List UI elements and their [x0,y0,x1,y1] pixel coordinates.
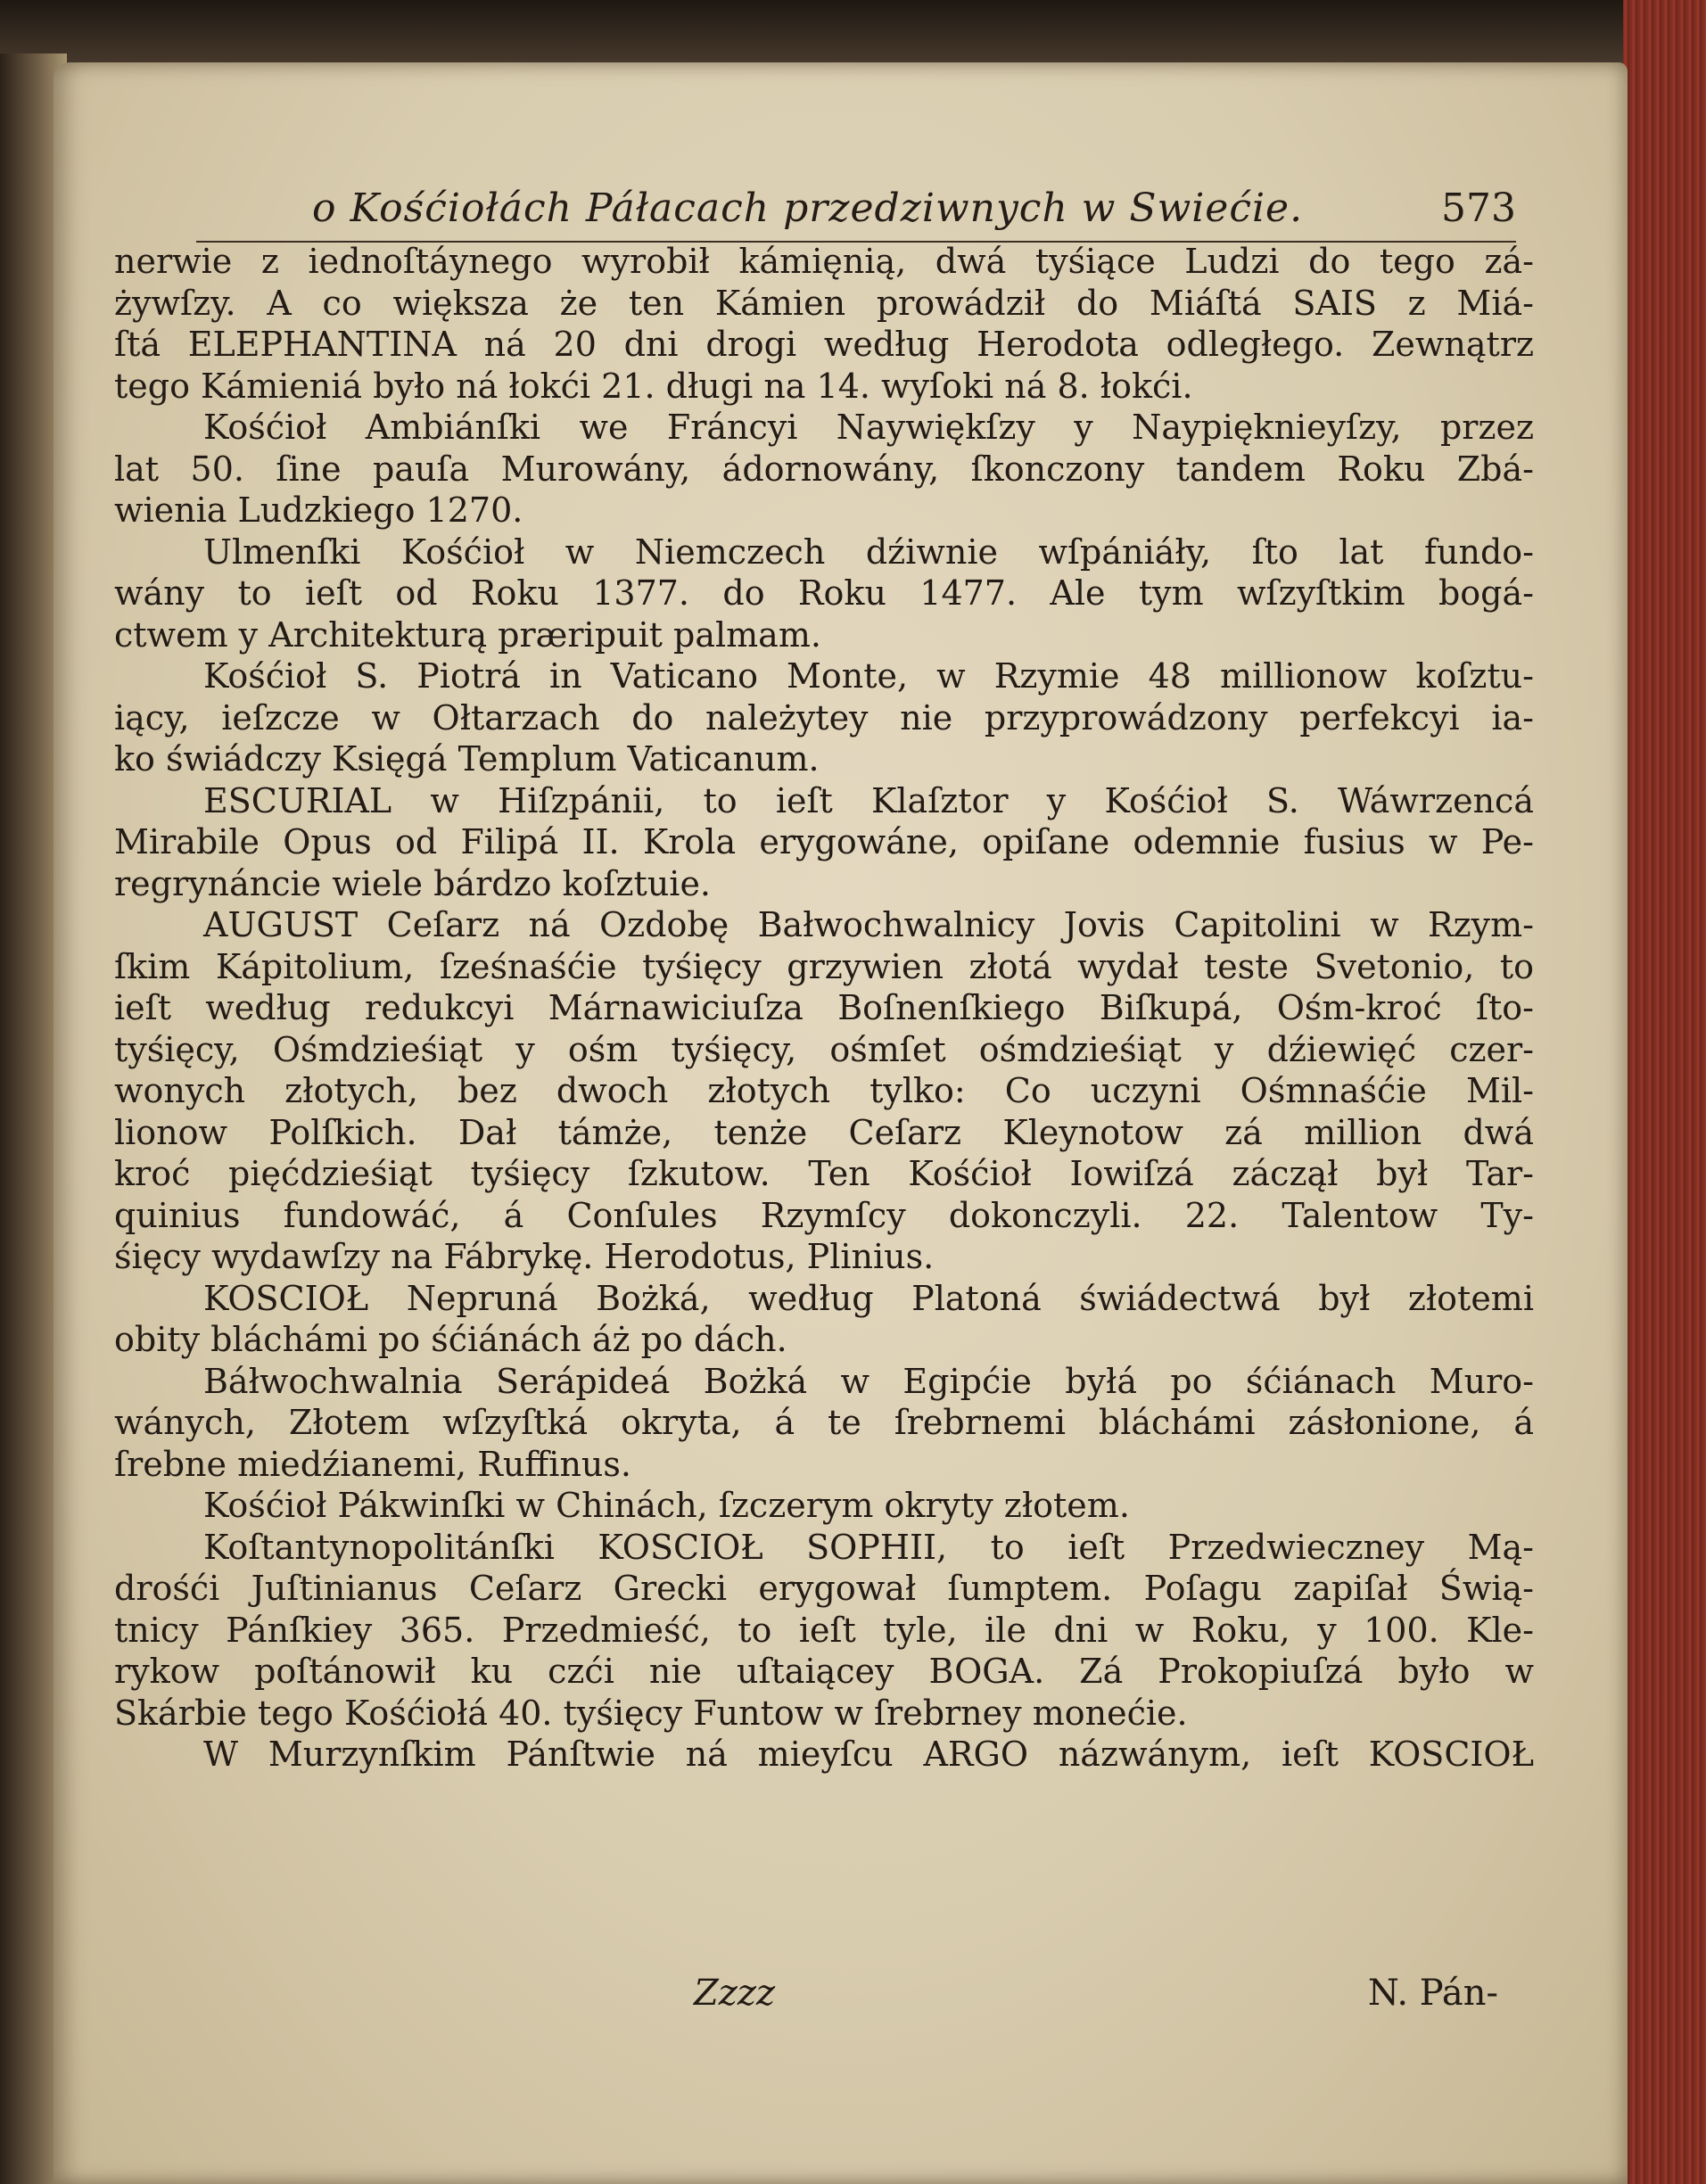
text-line: wienia Ludzkiego 1270. [114,490,523,530]
text-line: drośći Juſtinianus Ceſarz Grecki erygował ſumptem. Poſagu zapiſał Świą- [114,1569,1534,1608]
text-line: regrynáncie wiele bárdzo koſztuie. [114,863,712,903]
text-line: wonych złotych, bez dwoch złotych tylko: Co uczyni Ośmnaśćie Mil- [114,1071,1534,1110]
text-line: śięcy wydawſzy na Fábrykę. Herodotus, Plinius. [114,1237,935,1276]
text-line: quinius fundowáć, á Conſules Rzymſcy dokonczyli. 22. Talentow Ty- [114,1195,1534,1235]
text-line: Skárbie tego Kośćiołá 40. tyśięcy Funtow w ſrebrney monećie. [114,1693,1188,1733]
text-line: ko świádczy Księgá Templum Vaticanum. [114,739,820,779]
text-line: tyśięcy, Ośmdzieśiąt y ośm tyśięcy, ośmſet ośmdzieśiąt y dźiewięć czer- [114,1029,1534,1069]
catchword: N. Pán- [1367,1973,1498,2014]
text-line: Koſtantynopolitánſki KOSCIOŁ SOPHII, to ieſt Przedwieczney Mą- [203,1527,1534,1567]
text-line: Kośćioł S. Piotrá in Vaticano Monte, w Rzymie 48 millionow koſztu- [203,656,1534,696]
text-line: kroć pięćdzieśiąt tyśięcy ſzkutow. Ten Kośćioł Iowiſzá záczął był Tar- [114,1154,1534,1193]
text-line: iący, ieſzcze w Ołtarzach do należytey nie przyprowádzony perfekcyi ia- [114,697,1534,738]
text-line: ſkim Kápitolium, ſześnaśćie tyśięcy grzywien złotá wydał teste Svetonio, to [114,946,1534,986]
text-line: żywſzy. A co większa że ten Kámien prowádził do Miáſtá SAIS z Miá- [114,283,1534,323]
text-line: lat 50. ſine pauſa Murowány, ádornowány, ſkonczony tandem Roku Zbá- [114,449,1534,489]
text-line: W Murzynſkim Pánſtwie ná mieyſcu ARGO názwánym, ieſt KOSCIOŁ [203,1735,1534,1774]
text-line: Báłwochwalnia Serápideá Bożká w Egipćie byłá po śćiánach Muro- [203,1361,1534,1401]
body-text [114,241,1534,1971]
text-line: Kośćioł Pákwinſki w Chinách, ſzczerym okryty złotem. [203,1486,1130,1525]
scan-background-top [0,0,1706,71]
text-line: wány to ieſt od Roku 1377. do Roku 1477. Ale tym wſzyſtkim bogá- [114,573,1534,613]
page-footer [114,1973,1534,2026]
text-line: tego Kámieniá było ná łokći 21. długi na 14. wyſoki ná 8. łokći. [114,366,1193,406]
text-line: obity bláchámi po śćiánách áż po dách. [114,1320,787,1359]
page-number: 573 [1441,185,1516,231]
text-line: tnicy Pánſkiey 365. Przedmieść, to ieſt tyle, ile dni w Roku, y 100. Kle- [114,1610,1534,1650]
running-title: o Kośćiołách Páłacach przedziwnych w Swiećie. [312,185,1304,231]
text-line: nerwie z iednoſtáynego wyrobił kámięnią, dwá tyśiące Ludzi do tego zá- [114,242,1534,281]
text-line: wánych, Złotem wſzyſtká okryta, á te ſrebrnemi bláchámi zásłonione, á [114,1403,1534,1442]
text-line: ieſt według redukcyi Márnawiciuſza Boſnenſkiego Biſkupá, Ośm-kroć ſto- [114,988,1534,1027]
text-line: ſrebne miedźianemi, Ruffinus. [114,1444,631,1484]
book-page-edges-right [1623,0,1706,2184]
text-line: Mirabile Opus od Filipá II. Krola erygowáne, opiſane odemnie fusius w Pe- [114,822,1534,861]
text-line: KOSCIOŁ Nepruná Bożká, według Platoná świádectwá był złotemi [203,1278,1534,1318]
text-line: Ulmenſki Kośćioł w Niemczech dźiwnie wſpániáły, ſto lat fundo- [203,532,1534,572]
text-line: lionow Polſkich. Dał támże, tenże Ceſarz Kleynotow zá million dwá [114,1112,1534,1152]
text-line: AUGUST Ceſarz ná Ozdobę Bałwochwalnicy Jovis Capitolini w Rzym- [203,905,1534,944]
text-line: ctwem y Architekturą præripuit palmam. [114,614,821,655]
page-header [196,185,1516,243]
text-line: rykow poſtánowił ku czći nie uſtaiącey BOGA. Zá Prokopiuſzá było w [114,1652,1534,1691]
text-line: ESCURIAL w Hiſzpánii, to ieſt Klaſztor y Kośćioł S. Wáwrzencá [203,780,1534,820]
text-line: Kośćioł Ambiánſki we Fráncyi Naywiękſzy y Naypięknieyſzy, przez [203,408,1534,447]
text-line: ſtá ELEPHANTINA ná 20 dni drogi według Herodota odległego. Zewnątrz [114,325,1534,364]
signature-mark: Zzzz [694,1973,776,2014]
